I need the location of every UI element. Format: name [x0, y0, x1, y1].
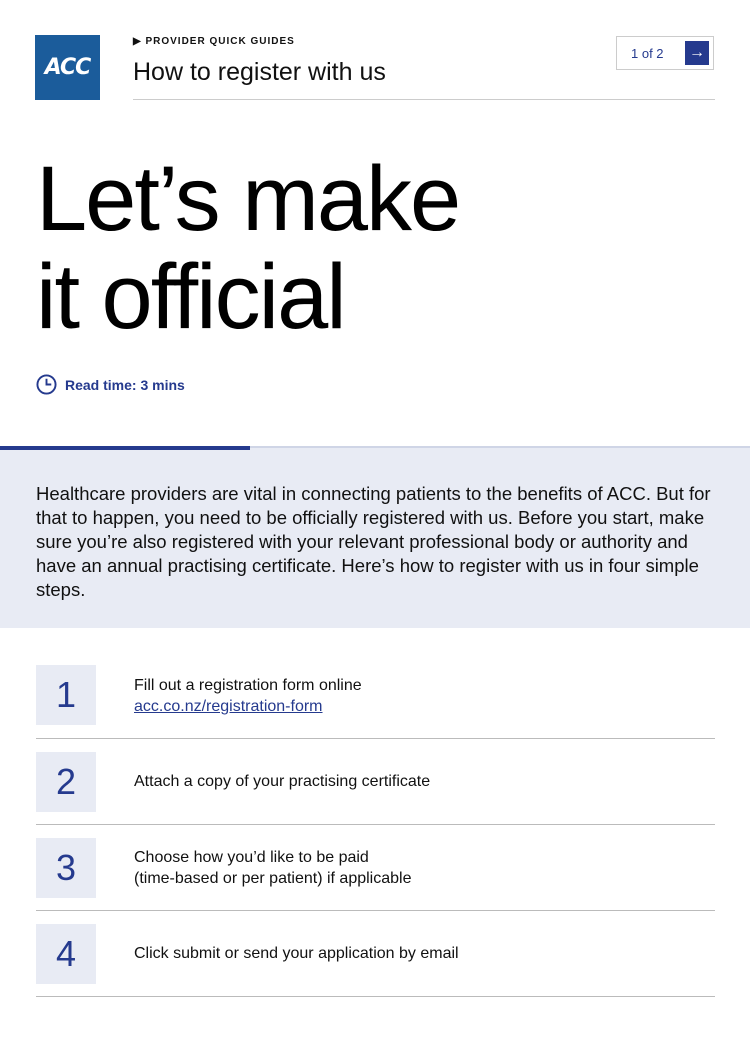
read-time: [36, 374, 185, 395]
step-number: 4: [36, 924, 96, 984]
kicker: ▶ PROVIDER QUICK GUIDES: [133, 36, 295, 47]
intro-text: Healthcare providers are vital in connecting patients to the benefits of ACC. But for that to happen, you need to be officially registered with us. Before you start, make sure you’re also registered with your relevant professional body or authority and have an annual practising certificate. Here’s how to register with us in four simple steps.: [36, 483, 711, 600]
page-count: 1 of 2: [631, 45, 664, 61]
clock-icon: [36, 374, 57, 395]
step-text: Choose how you’d like to be paid: [134, 848, 369, 866]
step-number: 1: [36, 665, 96, 725]
guide-subtitle: How to register with us: [133, 58, 386, 86]
accent-bar: [0, 446, 250, 450]
registration-form-link[interactable]: acc.co.nz/registration-form: [134, 698, 323, 715]
step-text: Fill out a registration form online: [134, 677, 362, 694]
step-text: Click submit or send your application by email: [134, 945, 459, 962]
step-number: 3: [36, 838, 96, 898]
kicker-label: PROVIDER QUICK GUIDES: [145, 36, 295, 47]
divider: [133, 99, 715, 100]
step-text: Attach a copy of your practising certificate: [134, 773, 431, 790]
step-number: 2: [36, 752, 96, 812]
step-3: [36, 825, 715, 911]
page-indicator: [616, 36, 714, 70]
page-title: Let’s make it official: [36, 148, 460, 348]
acc-logo: ACC: [35, 35, 100, 100]
step-2: [36, 739, 715, 825]
steps-list: [36, 665, 715, 997]
read-time-label: Read time: 3 mins: [65, 376, 185, 393]
step-1: [36, 665, 715, 739]
step-4: [36, 911, 715, 997]
arrow-right-icon[interactable]: →: [685, 41, 709, 65]
intro-band: [0, 446, 750, 628]
step-text-2: (time-based or per patient) if applicable: [134, 869, 412, 887]
